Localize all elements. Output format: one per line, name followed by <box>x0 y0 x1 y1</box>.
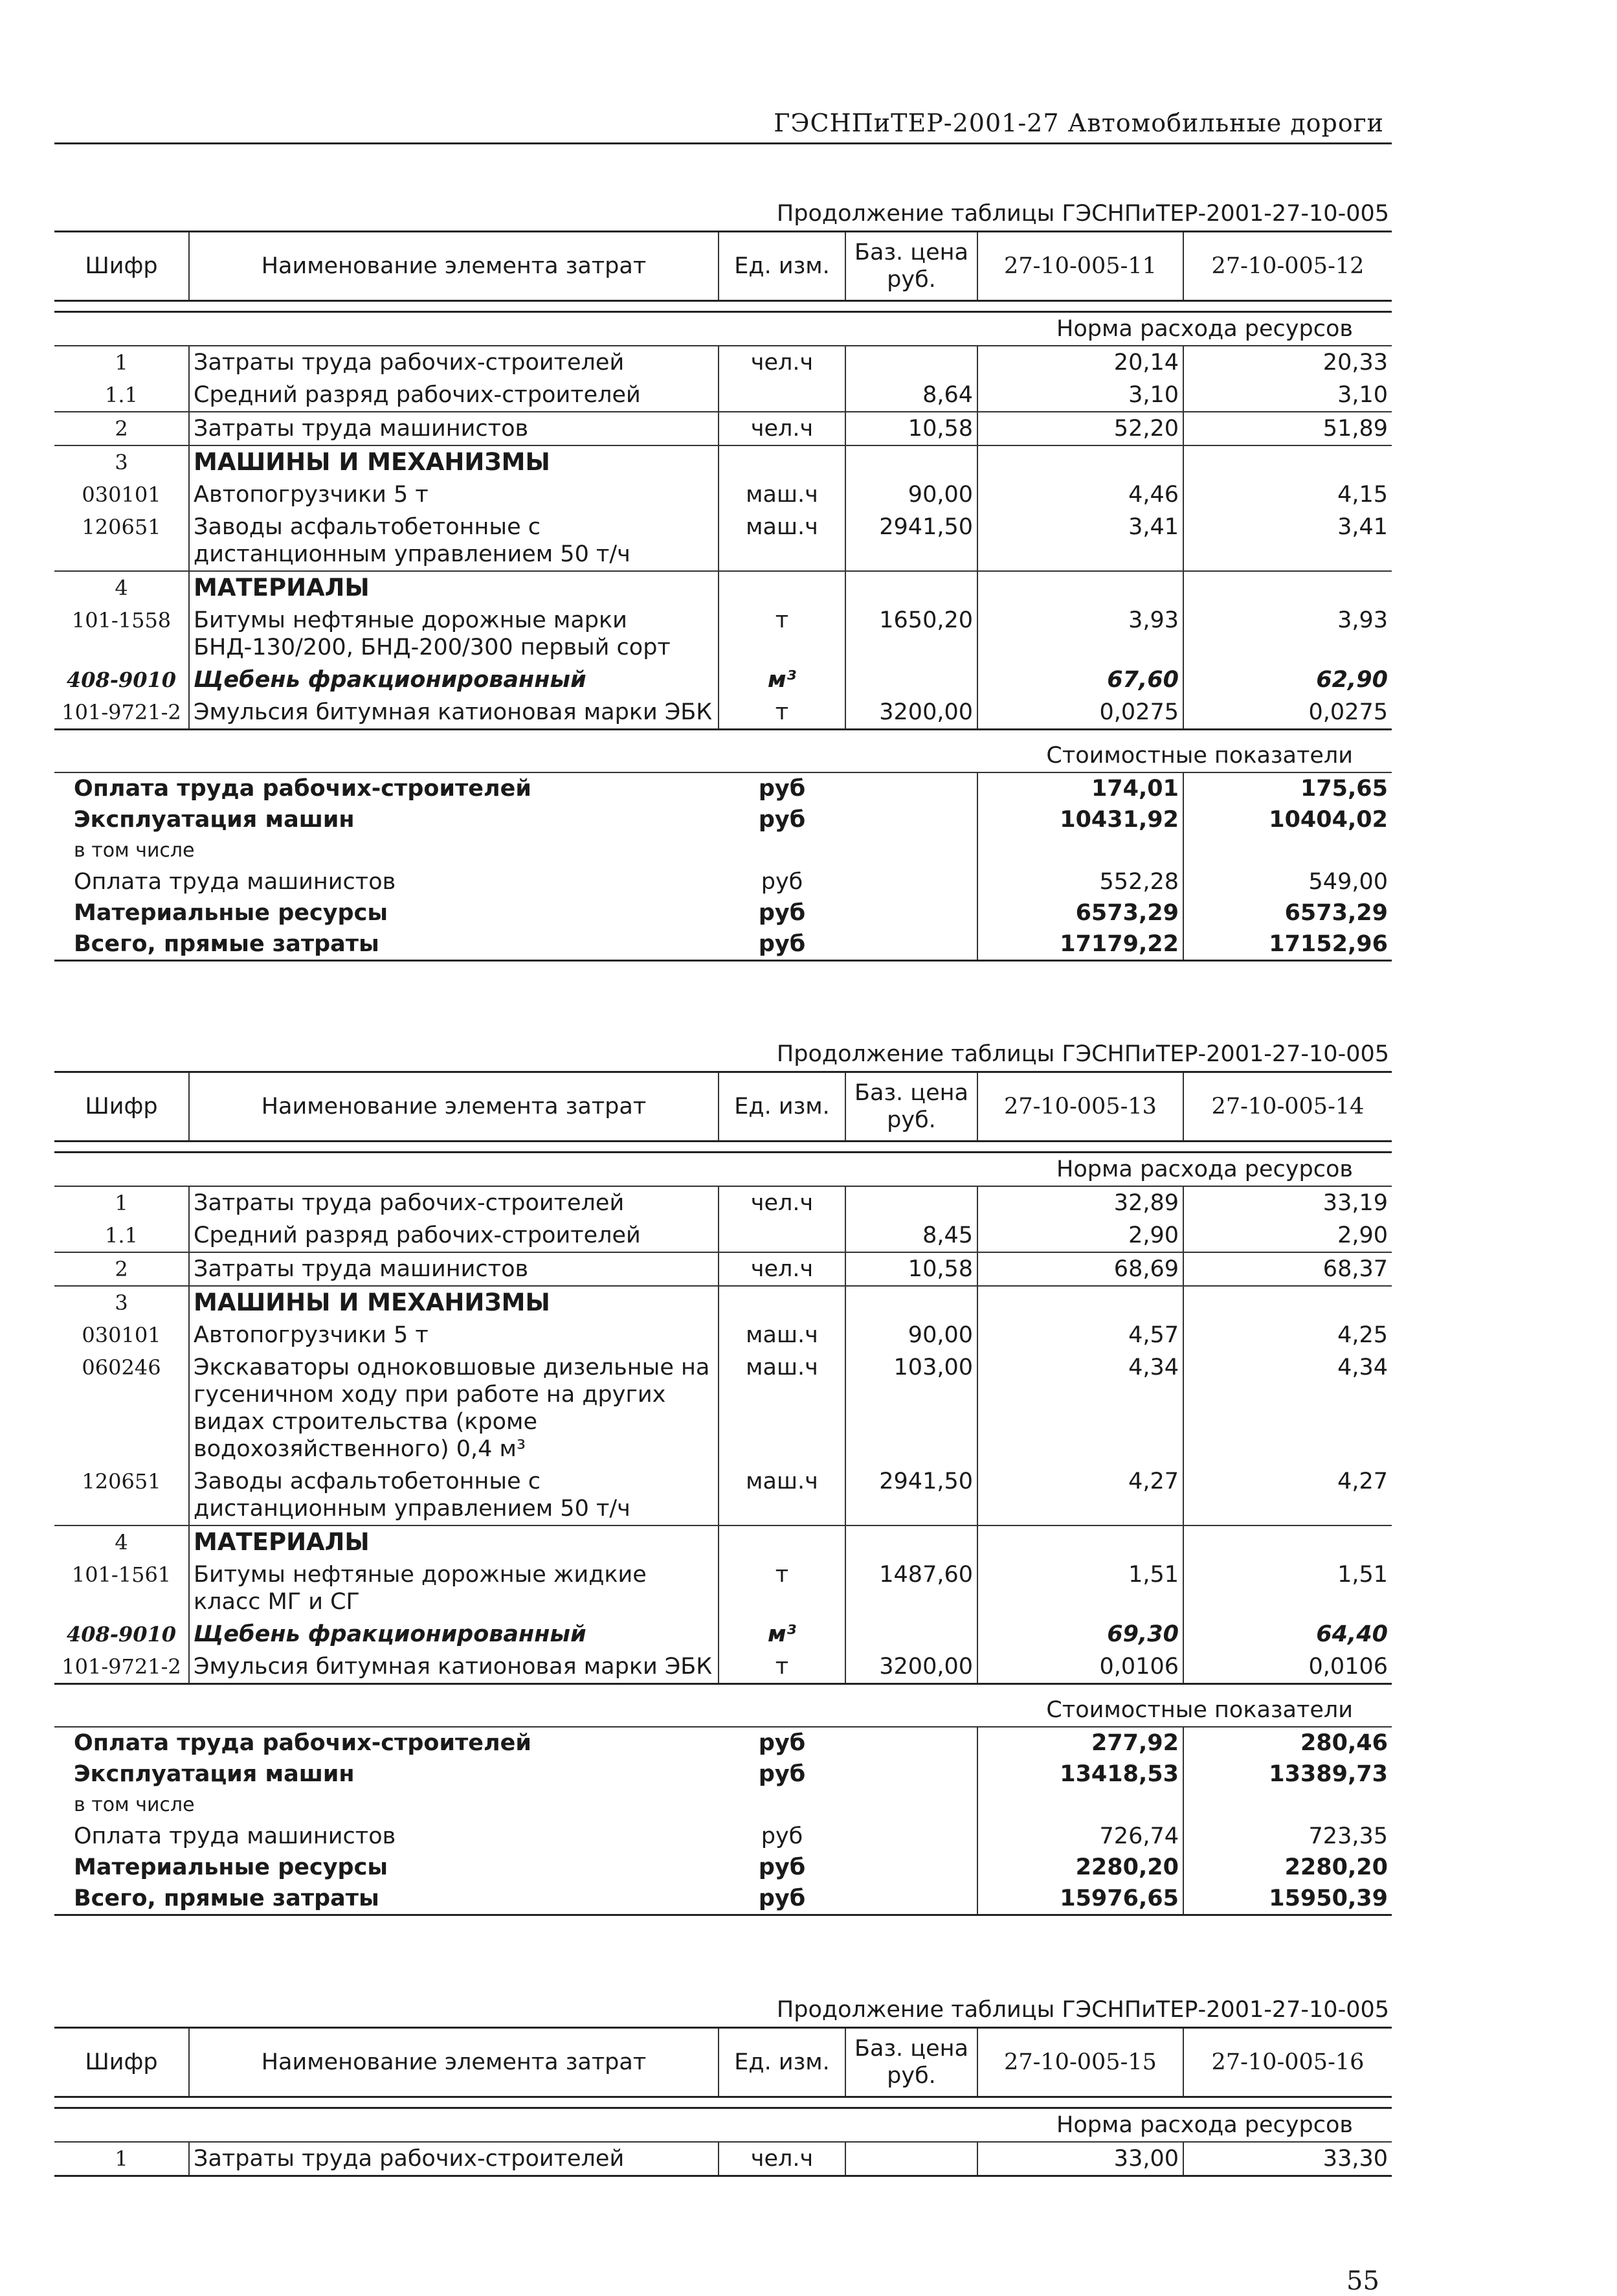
price-cell <box>845 346 977 379</box>
cipher-cell: 101-9721-2 <box>54 1650 189 1684</box>
col-header-price: Баз. цена руб. <box>845 232 977 301</box>
table-row <box>54 604 1392 664</box>
name-cell: Битумы нефтяные дорожные марки БНД-130/200, БНД-200/300 первый сорт <box>189 604 719 664</box>
cost-row-unit: руб <box>758 807 806 833</box>
value-a-cell: 32,89 <box>977 1186 1183 1219</box>
name-cell: Щебень фракционированный <box>189 1618 719 1650</box>
cost-row-unit: руб <box>758 900 806 926</box>
unit-cell <box>719 379 845 412</box>
cost-value-a: 13418,53 <box>977 1759 1183 1790</box>
col-header-code-a: 27-10-005-11 <box>977 232 1183 301</box>
cipher-cell: 030101 <box>82 1323 161 1347</box>
section-title: МАТЕРИАЛЫ <box>189 571 719 604</box>
cost-value-a: 2280,20 <box>977 1852 1183 1883</box>
cost-label: Стоимостные показатели <box>54 1694 1392 1727</box>
price-cell <box>845 1618 977 1650</box>
value-b-cell: 2,90 <box>1183 1219 1392 1252</box>
cost-value-b: 549,00 <box>1183 866 1392 897</box>
col-header-code-b: 27-10-005-16 <box>1183 2028 1392 2097</box>
value-b-cell: 33,30 <box>1183 2142 1392 2176</box>
price-cell <box>845 664 977 696</box>
table-row <box>54 1351 1392 1465</box>
cost-row <box>54 1727 1392 1759</box>
table-row <box>54 379 1392 412</box>
cost-row-unit: руб <box>719 1883 845 1915</box>
col-header-code-b: 27-10-005-12 <box>1183 232 1392 301</box>
table-caption: Продолжение таблицы ГЭСНПиТЕР-2001-27-10-005 <box>776 201 1389 227</box>
cost-row-unit: руб <box>758 1761 806 1787</box>
page-header <box>54 104 1392 144</box>
table-row <box>54 346 1392 379</box>
col-header-cipher: Шифр <box>54 2028 189 2097</box>
page-header-title: ГЭСНПиТЕР-2001-27 Автомобильные дороги <box>774 109 1384 137</box>
cipher-cell: 101-1558 <box>71 608 172 633</box>
value-b-cell: 33,19 <box>1183 1186 1392 1219</box>
col-header-code-a: 27-10-005-15 <box>977 2028 1183 2097</box>
table-row <box>54 664 1392 696</box>
cipher-cell: 3 <box>54 1286 189 1319</box>
cost-row-label: Всего, прямые затраты <box>54 1883 719 1915</box>
value-a-cell: 69,30 <box>977 1618 1183 1650</box>
cost-value-b: 17152,96 <box>1183 929 1392 961</box>
section-title: МАТЕРИАЛЫ <box>189 1525 719 1559</box>
cost-value-b: 2280,20 <box>1183 1852 1392 1883</box>
table-row <box>54 1186 1392 1219</box>
unit-cell: маш.ч <box>719 1465 845 1525</box>
value-a-cell: 67,60 <box>977 664 1183 696</box>
unit-cell: т <box>719 604 845 664</box>
value-b-cell: 3,10 <box>1183 379 1392 412</box>
cipher-cell: 408-9010 <box>66 1622 177 1647</box>
col-header-name: Наименование элемента затрат <box>189 2028 719 2097</box>
name-cell: Затраты труда рабочих-строителей <box>189 1186 719 1219</box>
value-a-cell: 4,34 <box>977 1351 1183 1465</box>
unit-cell: т <box>719 696 845 730</box>
cipher-cell: 120651 <box>82 515 161 539</box>
table-header-row <box>54 232 1392 301</box>
table-row <box>54 2142 1392 2176</box>
cipher-cell: 2 <box>54 412 189 445</box>
value-b-cell: 4,27 <box>1183 1465 1392 1525</box>
cipher-cell: 030101 <box>82 482 161 507</box>
col-header-price: Баз. цена руб. <box>845 2028 977 2097</box>
cost-row-unit: руб <box>758 776 806 802</box>
cost-value-b: 6573,29 <box>1183 897 1392 929</box>
cost-value-b: 280,46 <box>1183 1727 1392 1759</box>
col-header-unit: Ед. изм. <box>719 2028 845 2097</box>
price-cell: 90,00 <box>845 478 977 511</box>
cost-row-label: Оплата труда рабочих-строителей <box>74 1730 531 1756</box>
cipher-cell: 4 <box>54 571 189 604</box>
cost-value-b: 15950,39 <box>1183 1883 1392 1915</box>
resource-table-2 <box>54 1071 1392 1916</box>
unit-cell: т <box>719 1559 845 1618</box>
table-row <box>54 412 1392 445</box>
table-row <box>54 1650 1392 1684</box>
unit-cell: чел.ч <box>719 346 845 379</box>
value-b-cell: 51,89 <box>1183 412 1392 445</box>
section-title: МАШИНЫ И МЕХАНИЗМЫ <box>189 1286 719 1319</box>
cost-row-label: Эксплуатация машин <box>74 807 355 833</box>
value-a-cell: 1,51 <box>977 1559 1183 1618</box>
value-b-cell: 4,34 <box>1183 1351 1392 1465</box>
cipher-cell: 120651 <box>82 1469 161 1494</box>
name-cell: Средний разряд рабочих-строителей <box>189 1219 719 1252</box>
unit-cell: маш.ч <box>719 511 845 571</box>
unit-cell: маш.ч <box>719 1351 845 1465</box>
cost-row <box>54 929 1392 961</box>
value-a-cell: 3,93 <box>977 604 1183 664</box>
price-cell <box>845 2142 977 2176</box>
value-b-cell: 62,90 <box>1183 664 1392 696</box>
norm-label: Норма расхода ресурсов <box>54 1153 1392 1187</box>
table-row <box>54 696 1392 730</box>
table-row <box>54 1252 1392 1286</box>
cost-value-b: 175,65 <box>1183 772 1392 804</box>
value-b-cell: 20,33 <box>1183 346 1392 379</box>
resource-table-1 <box>54 231 1392 962</box>
col-header-cipher: Шифр <box>54 1072 189 1142</box>
value-a-cell: 0,0275 <box>977 696 1183 730</box>
cost-row-unit: руб <box>761 869 803 895</box>
value-a-cell: 0,0106 <box>977 1650 1183 1684</box>
unit-cell <box>719 1219 845 1252</box>
value-b-cell: 4,25 <box>1183 1319 1392 1351</box>
table-row <box>54 1465 1392 1525</box>
section-row <box>54 1286 1392 1319</box>
price-cell: 103,00 <box>845 1351 977 1465</box>
cost-row-label: в том числе <box>74 1794 195 1816</box>
cipher-cell: 1 <box>115 1191 128 1215</box>
value-a-cell: 2,90 <box>977 1219 1183 1252</box>
cost-value-b: 10404,02 <box>1183 804 1392 835</box>
col-header-name: Наименование элемента затрат <box>189 232 719 301</box>
cost-value-a: 17179,22 <box>977 929 1183 961</box>
col-header-name: Наименование элемента затрат <box>189 1072 719 1142</box>
cipher-cell: 1.1 <box>105 1223 138 1248</box>
value-a-cell: 4,27 <box>977 1465 1183 1525</box>
unit-cell: чел.ч <box>719 2142 845 2176</box>
cost-row-label: Всего, прямые затраты <box>54 929 719 961</box>
cipher-cell: 1 <box>54 2142 189 2176</box>
cost-row-label: Оплата труда машинистов <box>74 869 396 895</box>
cost-row-label: Материальные ресурсы <box>74 1854 388 1880</box>
cost-row-label: Материальные ресурсы <box>74 900 388 926</box>
cost-value-b: 13389,73 <box>1183 1759 1392 1790</box>
cost-row-label: Оплата труда машинистов <box>74 1823 396 1849</box>
price-cell: 1650,20 <box>845 604 977 664</box>
price-cell: 10,58 <box>845 412 977 445</box>
table-row <box>54 1319 1392 1351</box>
price-cell: 2941,50 <box>845 511 977 571</box>
value-a-cell: 33,00 <box>977 2142 1183 2176</box>
value-b-cell: 64,40 <box>1183 1618 1392 1650</box>
cipher-cell: 101-9721-2 <box>54 696 189 730</box>
cost-row <box>54 1852 1392 1883</box>
name-cell: Экскаваторы одноковшовые дизельные на гусеничном ходу при работе на других видах строительства (кроме водохозяйственного) 0,4 м³ <box>189 1351 719 1465</box>
name-cell: Средний разряд рабочих-строителей <box>189 379 719 412</box>
section-row <box>54 1525 1392 1559</box>
cost-row <box>54 866 1392 897</box>
table-row <box>54 511 1392 571</box>
name-cell: Заводы асфальтобетонные с дистанционным управлением 50 т/ч <box>189 1465 719 1525</box>
value-b-cell: 0,0275 <box>1183 696 1392 730</box>
unit-cell: м³ <box>719 664 845 696</box>
value-b-cell: 0,0106 <box>1183 1650 1392 1684</box>
cost-value-a: 15976,65 <box>977 1883 1183 1915</box>
cost-value-a: 552,28 <box>977 866 1183 897</box>
price-cell: 90,00 <box>845 1319 977 1351</box>
value-a-cell: 3,10 <box>977 379 1183 412</box>
value-b-cell: 1,51 <box>1183 1559 1392 1618</box>
name-cell: Затраты труда рабочих-строителей <box>189 2142 719 2176</box>
unit-cell: маш.ч <box>719 478 845 511</box>
price-cell: 2941,50 <box>845 1465 977 1525</box>
value-a-cell: 4,46 <box>977 478 1183 511</box>
cost-row <box>54 1759 1392 1790</box>
price-cell: 1487,60 <box>845 1559 977 1618</box>
cost-row <box>54 835 1392 866</box>
col-header-price: Баз. цена руб. <box>845 1072 977 1142</box>
cost-value-a: 10431,92 <box>977 804 1183 835</box>
table-row <box>54 1559 1392 1618</box>
value-b-cell: 4,15 <box>1183 478 1392 511</box>
name-cell: Щебень фракционированный <box>189 664 719 696</box>
name-cell: Затраты труда машинистов <box>189 412 719 445</box>
cost-row <box>54 1790 1392 1821</box>
value-a-cell: 3,41 <box>977 511 1183 571</box>
value-a-cell: 20,14 <box>977 346 1183 379</box>
resource-table-3 <box>54 2027 1392 2177</box>
name-cell: Эмульсия битумная катионовая марки ЭБК <box>189 1650 719 1684</box>
table-caption: Продолжение таблицы ГЭСНПиТЕР-2001-27-10-005 <box>776 1997 1389 2023</box>
unit-cell: чел.ч <box>719 412 845 445</box>
cost-value-a: 174,01 <box>977 772 1183 804</box>
section-row <box>54 571 1392 604</box>
price-cell: 8,45 <box>845 1219 977 1252</box>
cost-value-a: 726,74 <box>977 1821 1183 1852</box>
col-header-code-a: 27-10-005-13 <box>977 1072 1183 1142</box>
cost-row-unit: руб <box>758 1730 806 1756</box>
cost-row-label: Оплата труда рабочих-строителей <box>74 776 531 802</box>
cost-row <box>54 804 1392 835</box>
cipher-cell: 3 <box>54 445 189 478</box>
col-header-cipher: Шифр <box>54 232 189 301</box>
section-title: МАШИНЫ И МЕХАНИЗМЫ <box>189 445 719 478</box>
value-b-cell: 3,93 <box>1183 604 1392 664</box>
price-cell: 3200,00 <box>845 1650 977 1684</box>
table-header-row <box>54 1072 1392 1142</box>
table-row <box>54 478 1392 511</box>
cipher-cell: 101-1561 <box>71 1562 172 1587</box>
name-cell: Затраты труда машинистов <box>189 1252 719 1286</box>
cipher-cell: 1 <box>115 350 128 375</box>
col-header-unit: Ед. изм. <box>719 232 845 301</box>
cost-row-label: Эксплуатация машин <box>74 1761 355 1787</box>
name-cell: Эмульсия битумная катионовая марки ЭБК <box>189 696 719 730</box>
price-cell: 3200,00 <box>845 696 977 730</box>
cost-row <box>54 772 1392 804</box>
value-a-cell: 68,69 <box>977 1252 1183 1286</box>
name-cell: Затраты труда рабочих-строителей <box>189 346 719 379</box>
table-header-row <box>54 2028 1392 2097</box>
name-cell: Заводы асфальтобетонные с дистанционным управлением 50 т/ч <box>189 511 719 571</box>
section-row <box>54 445 1392 478</box>
price-cell: 8,64 <box>845 379 977 412</box>
cost-value-b: 723,35 <box>1183 1821 1392 1852</box>
cost-value-a: 6573,29 <box>977 897 1183 929</box>
unit-cell: маш.ч <box>719 1319 845 1351</box>
cost-row-label: в том числе <box>74 839 195 862</box>
table-row <box>54 1219 1392 1252</box>
cost-row <box>54 1821 1392 1852</box>
cost-row-unit: руб <box>719 929 845 961</box>
page-number: 55 <box>1346 2266 1379 2296</box>
cost-row <box>54 897 1392 929</box>
name-cell: Битумы нефтяные дорожные жидкие класс МГ и СГ <box>189 1559 719 1618</box>
col-header-unit: Ед. изм. <box>719 1072 845 1142</box>
unit-cell: чел.ч <box>719 1186 845 1219</box>
value-a-cell: 4,57 <box>977 1319 1183 1351</box>
table-caption: Продолжение таблицы ГЭСНПиТЕР-2001-27-10-005 <box>776 1041 1389 1067</box>
cipher-cell: 408-9010 <box>66 668 177 692</box>
value-b-cell: 68,37 <box>1183 1252 1392 1286</box>
col-header-code-b: 27-10-005-14 <box>1183 1072 1392 1142</box>
unit-cell: м³ <box>719 1618 845 1650</box>
cost-row <box>54 1883 1392 1915</box>
cost-row-unit: руб <box>758 1854 806 1880</box>
table-row <box>54 1618 1392 1650</box>
cipher-cell: 4 <box>54 1525 189 1559</box>
value-a-cell: 52,20 <box>977 412 1183 445</box>
price-cell <box>845 1186 977 1219</box>
cipher-cell: 1.1 <box>105 383 138 407</box>
cipher-cell: 060246 <box>82 1355 161 1380</box>
value-b-cell: 3,41 <box>1183 511 1392 571</box>
cipher-cell: 2 <box>54 1252 189 1286</box>
cost-value-a: 277,92 <box>977 1727 1183 1759</box>
norm-label: Норма расхода ресурсов <box>54 312 1392 346</box>
name-cell: Автопогрузчики 5 т <box>189 1319 719 1351</box>
price-cell: 10,58 <box>845 1252 977 1286</box>
unit-cell: т <box>719 1650 845 1684</box>
cost-row-unit: руб <box>761 1823 803 1849</box>
norm-label: Норма расхода ресурсов <box>54 2108 1392 2143</box>
unit-cell: чел.ч <box>719 1252 845 1286</box>
name-cell: Автопогрузчики 5 т <box>189 478 719 511</box>
cost-label: Стоимостные показатели <box>54 739 1392 772</box>
